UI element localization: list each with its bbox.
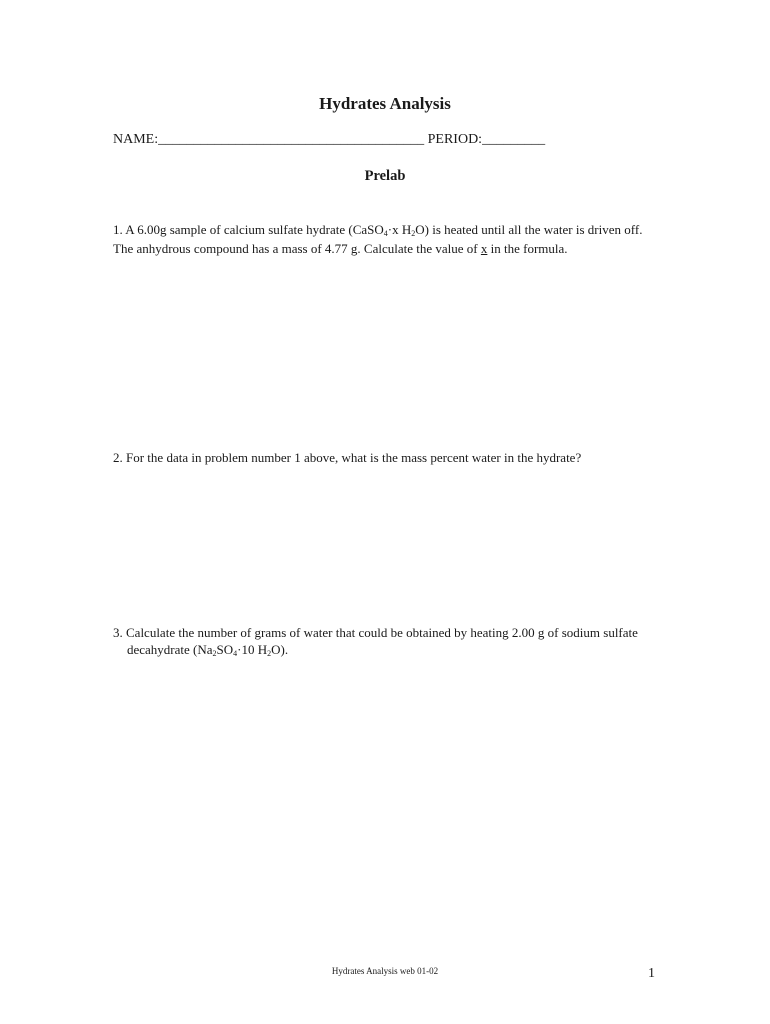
question-3-text-b: SO [216,642,234,657]
question-3 [113,624,677,660]
question-3-subscript-b: 4 [233,649,238,658]
page-number: 1 [648,966,655,981]
page-footer: Hydrates Analysis web 01-02 [331,966,439,976]
question-1-text-d: in the formula. [487,241,568,256]
name-blank: ______________________________________ [158,132,425,147]
section-heading-prelab: Prelab [364,168,406,184]
question-3-text-d: O). [271,642,289,657]
question-3-text-c: ·10 H [237,642,268,657]
question-2: 2. For the data in problem number 1 above, what is the mass percent water in the hydrate? [113,450,582,465]
question-1 [113,221,663,257]
question-1-subscript-a: 4 [383,229,388,238]
question-3-text-a: 3. Calculate the number of grams of water that could be obtained by heating 2.00 g of sodium sulfate decahydrate (Na [113,625,638,657]
question-1-text-c: O) is heated until all the water is driven off. The anhydrous compound has a mass of 4.77 g. Calculate the value of [113,222,643,256]
question-3-subscript-a: 2 [212,649,217,658]
question-1-subscript-b: 2 [411,229,416,238]
question-1-text-a: 1. A 6.00g sample of calcium sulfate hydrate (CaSO [113,222,384,237]
period-label: PERIOD: [427,132,483,147]
question-1-variable-x: x [480,241,488,256]
name-period-line [113,132,545,148]
period-blank: _________ [482,132,546,147]
question-3-subscript-c: 2 [267,649,272,658]
name-label: NAME: [113,132,159,147]
document-title: Hydrates Analysis [319,94,451,113]
question-1-text-b: ·x H [387,222,412,237]
